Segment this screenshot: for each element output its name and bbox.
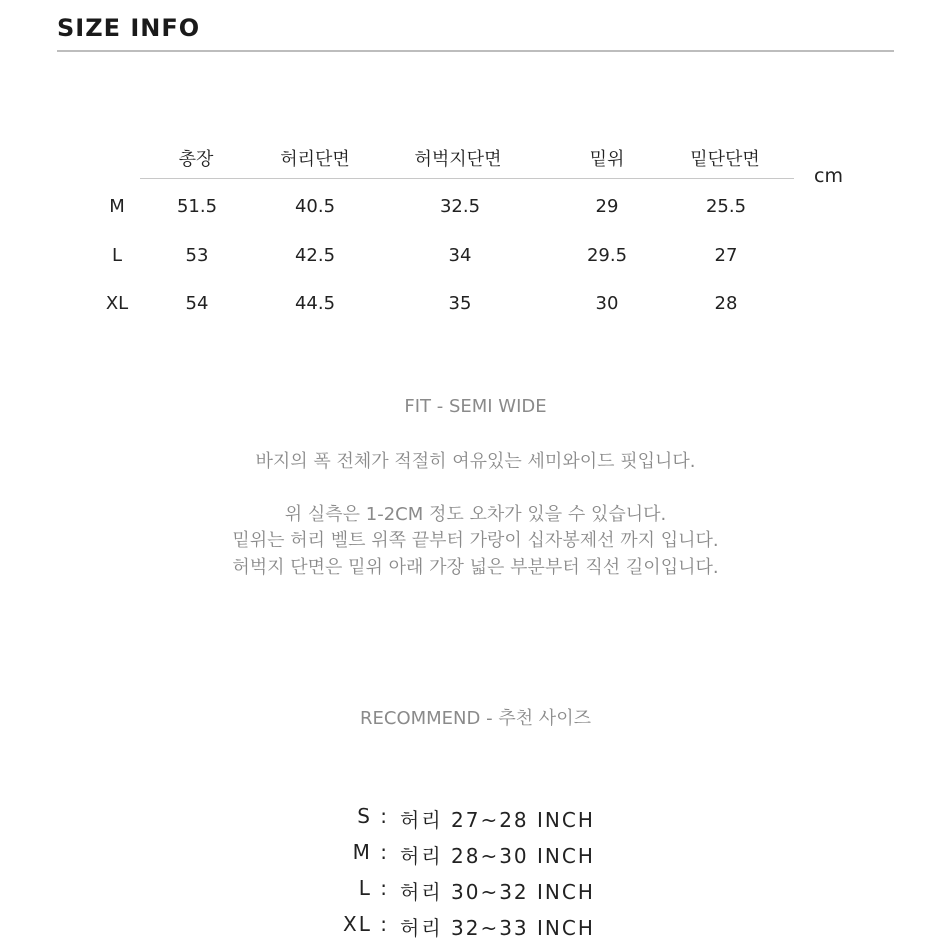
column-header-hem: 밑단단면 — [690, 149, 760, 170]
table-cell: 27 — [714, 245, 738, 266]
row-size-label: L — [111, 245, 123, 266]
recommend-size: S : — [357, 804, 389, 828]
recommend-title: RECOMMEND - 추천 사이즈 — [360, 708, 591, 729]
column-header-waist: 허리단면 — [280, 149, 350, 170]
note-line: 위 실측은 1-2CM 정도 오차가 있을 수 있습니다. — [284, 504, 667, 525]
unit-label: cm — [814, 165, 843, 187]
row-size-label: XL — [105, 293, 129, 314]
column-header-total-length: 총장 — [178, 149, 214, 170]
list-item — [0, 876, 951, 906]
table-cell: 32.5 — [439, 196, 481, 217]
table-cell: 34 — [448, 245, 472, 266]
table-cell: 51.5 — [176, 196, 218, 217]
fit-description: 바지의 폭 전체가 적절히 여유있는 세미와이드 핏입니다. — [255, 451, 696, 472]
page-title: SIZE INFO — [57, 14, 201, 42]
table-cell: 44.5 — [294, 293, 336, 314]
table-cell: 42.5 — [294, 245, 336, 266]
recommend-value: 허리 28~30 INCH — [400, 844, 595, 868]
table-cell: 30 — [595, 293, 619, 314]
note-line: 밑위는 허리 벨트 위쪽 끝부터 가랑이 십자봉제선 까지 입니다. — [232, 530, 719, 551]
recommend-size: L : — [358, 876, 389, 900]
recommend-value: 허리 30~32 INCH — [400, 880, 595, 904]
table-cell: 53 — [185, 245, 209, 266]
table-cell: 28 — [714, 293, 738, 314]
table-cell: 35 — [448, 293, 472, 314]
list-item — [0, 804, 951, 834]
recommend-size: XL : — [343, 912, 389, 936]
recommend-value: 허리 32~33 INCH — [400, 916, 595, 940]
note-line: 허벅지 단면은 밑위 아래 가장 넓은 부분부터 직선 길이입니다. — [232, 557, 719, 578]
table-cell: 54 — [185, 293, 209, 314]
header-divider — [140, 178, 794, 179]
list-item — [0, 912, 951, 942]
table-cell: 40.5 — [294, 196, 336, 217]
title-divider — [57, 50, 894, 52]
table-cell: 29 — [595, 196, 619, 217]
recommend-value: 허리 27~28 INCH — [400, 808, 595, 832]
row-size-label: M — [109, 196, 125, 217]
table-cell: 25.5 — [705, 196, 747, 217]
recommend-size: M : — [352, 840, 389, 864]
list-item — [0, 840, 951, 870]
fit-title: FIT - SEMI WIDE — [404, 396, 547, 417]
column-header-rise: 밑위 — [589, 149, 625, 170]
column-header-thigh: 허벅지단면 — [414, 149, 502, 170]
table-cell: 29.5 — [586, 245, 628, 266]
